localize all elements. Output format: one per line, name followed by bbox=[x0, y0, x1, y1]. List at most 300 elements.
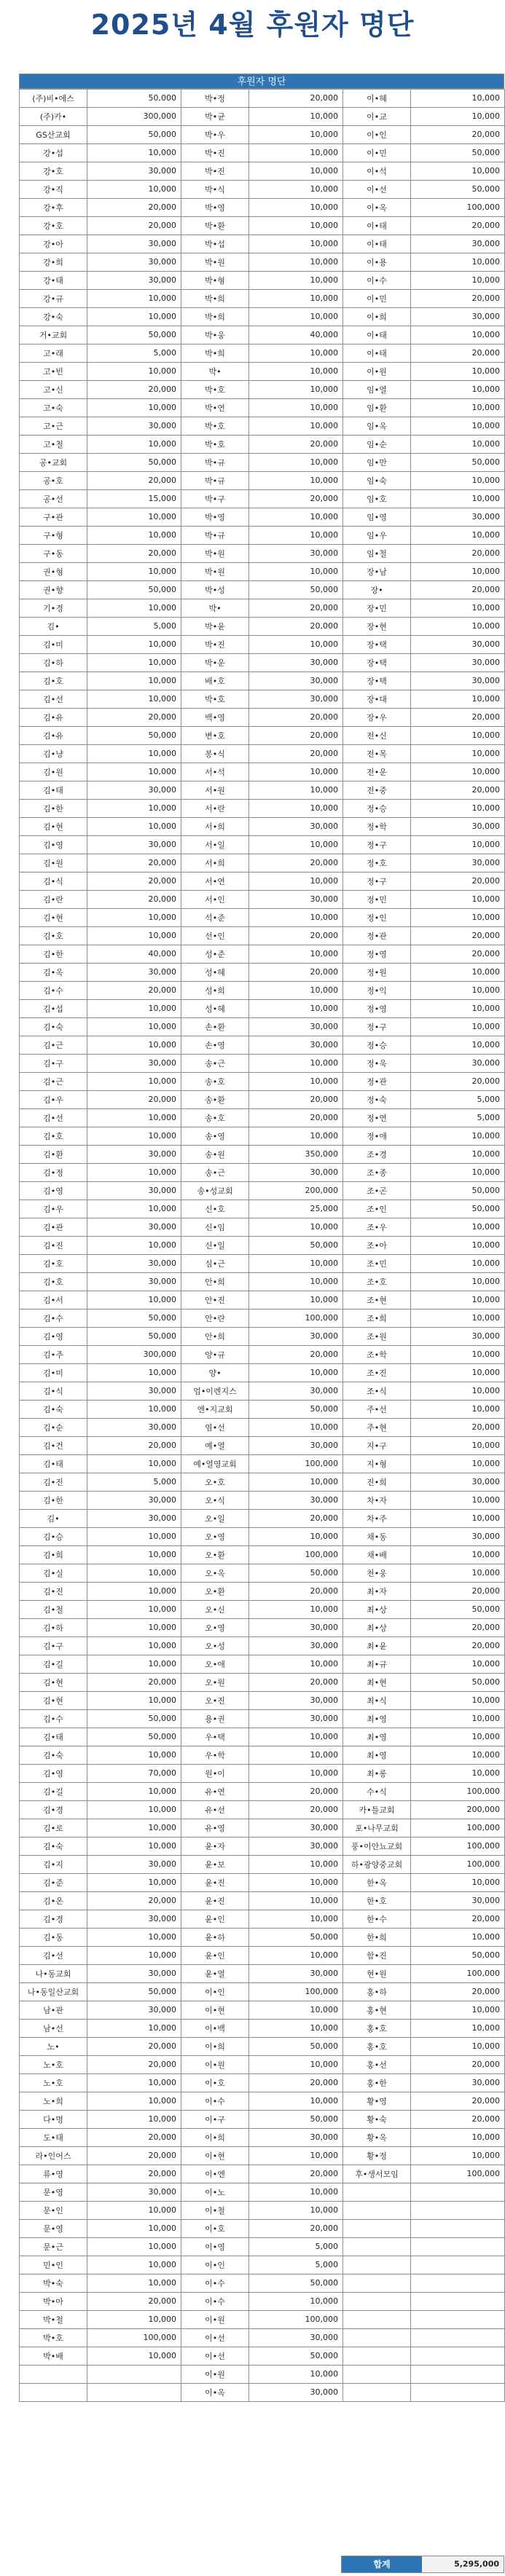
donor-name: 다•명 bbox=[20, 2110, 87, 2128]
donor-name: 정•승 bbox=[343, 1036, 411, 1054]
donor-name: 강•후 bbox=[20, 198, 87, 216]
donor-name: 황•숙 bbox=[343, 2110, 411, 2128]
donation-amount: 100,000 bbox=[249, 1454, 343, 1473]
table-row bbox=[20, 1855, 505, 1873]
donation-amount: 10,000 bbox=[87, 635, 181, 653]
donation-amount: 10,000 bbox=[87, 1600, 181, 1618]
donor-name: 전•목 bbox=[343, 744, 411, 763]
donor-name: 최•상 bbox=[343, 1600, 411, 1618]
donor-name: 이•노 bbox=[181, 2183, 249, 2201]
donation-amount: 10,000 bbox=[411, 362, 505, 380]
donation-amount: 50,000 bbox=[249, 580, 343, 599]
donation-amount: 30,000 bbox=[87, 253, 181, 271]
donor-name: 김•구 bbox=[20, 1636, 87, 1655]
donation-amount: 10,000 bbox=[411, 2146, 505, 2165]
donor-name: 정•영 bbox=[343, 999, 411, 1017]
donation-amount: 10,000 bbox=[411, 562, 505, 580]
table-row bbox=[20, 2019, 505, 2037]
donation-amount: 10,000 bbox=[411, 1400, 505, 1418]
donor-name: 한•옥 bbox=[343, 1873, 411, 1891]
donation-amount: 10,000 bbox=[411, 835, 505, 854]
donor-name: 김•태 bbox=[20, 1454, 87, 1473]
donation-amount: 30,000 bbox=[249, 671, 343, 690]
donor-name: 윤•보 bbox=[181, 1855, 249, 1873]
donor-name: 김•준 bbox=[20, 1873, 87, 1891]
donor-name bbox=[20, 2365, 87, 2383]
donation-amount: 10,000 bbox=[411, 107, 505, 125]
donation-amount: 30,000 bbox=[87, 1964, 181, 1982]
donation-amount: 10,000 bbox=[87, 908, 181, 926]
donation-amount: 30,000 bbox=[411, 671, 505, 690]
donor-name: 채•배 bbox=[343, 1545, 411, 1564]
donation-amount bbox=[411, 2292, 505, 2310]
table-row bbox=[20, 1345, 505, 1363]
donor-name: 박•호 bbox=[181, 690, 249, 708]
donation-amount: 10,000 bbox=[87, 1819, 181, 1837]
donation-amount: 10,000 bbox=[249, 417, 343, 435]
table-row bbox=[20, 763, 505, 781]
donor-name: 송•근 bbox=[181, 1054, 249, 1072]
donor-name: 고•숙 bbox=[20, 398, 87, 417]
donor-name bbox=[343, 2383, 411, 2401]
donor-name: 김•영 bbox=[20, 835, 87, 854]
donation-amount: 20,000 bbox=[87, 2055, 181, 2073]
table-row bbox=[20, 562, 505, 580]
donation-amount: 50,000 bbox=[87, 89, 181, 107]
table-row bbox=[20, 1873, 505, 1891]
table-row bbox=[20, 2328, 505, 2347]
donation-amount: 10,000 bbox=[411, 253, 505, 271]
donor-name: 송•호 bbox=[181, 1108, 249, 1127]
donor-name: 우•학 bbox=[181, 1746, 249, 1764]
donor-name: 김•서 bbox=[20, 1291, 87, 1309]
donor-name: 석•준 bbox=[181, 908, 249, 926]
donation-amount: 30,000 bbox=[249, 1036, 343, 1054]
donation-amount: 30,000 bbox=[87, 1910, 181, 1928]
donor-name: 김•수 bbox=[20, 1709, 87, 1728]
donor-name: 김•근 bbox=[20, 1072, 87, 1090]
donor-name: 이•수 bbox=[181, 2092, 249, 2110]
donation-amount: 10,000 bbox=[87, 817, 181, 835]
donation-amount: 10,000 bbox=[249, 344, 343, 362]
donor-name: 엄•이렌지스 bbox=[181, 1382, 249, 1400]
donor-name: 원•이 bbox=[181, 1764, 249, 1782]
donation-amount: 300,000 bbox=[87, 1345, 181, 1363]
donation-amount: 20,000 bbox=[249, 1090, 343, 1108]
donation-amount: 10,000 bbox=[411, 326, 505, 344]
donation-amount: 20,000 bbox=[249, 2165, 343, 2183]
donor-name: 구•동 bbox=[20, 544, 87, 562]
donation-amount: 20,000 bbox=[249, 1673, 343, 1691]
donation-amount: 30,000 bbox=[87, 1145, 181, 1163]
donor-name: 오•옥 bbox=[181, 1564, 249, 1582]
donation-amount: 10,000 bbox=[249, 362, 343, 380]
table-row bbox=[20, 1509, 505, 1527]
donor-name: 최•롱 bbox=[343, 1764, 411, 1782]
donor-name: 정•승 bbox=[343, 799, 411, 817]
donor-name bbox=[343, 2365, 411, 2383]
donor-name: 김•선 bbox=[20, 1108, 87, 1127]
donation-amount: 30,000 bbox=[249, 1163, 343, 1181]
donor-name: 박•희 bbox=[181, 307, 249, 326]
donor-name: 조•진 bbox=[343, 1363, 411, 1382]
donor-name: 이•태 bbox=[343, 344, 411, 362]
donor-name: 김•숙 bbox=[20, 1400, 87, 1418]
donor-name: 박•규 bbox=[181, 471, 249, 489]
table-row bbox=[20, 1527, 505, 1545]
total-label: 합계 bbox=[342, 2556, 422, 2572]
donor-name: 송•원 bbox=[181, 1145, 249, 1163]
donation-amount: 30,000 bbox=[411, 1527, 505, 1545]
donor-name: 이•엔 bbox=[181, 2165, 249, 2183]
donor-name: 안•진 bbox=[181, 1291, 249, 1309]
donation-amount: 30,000 bbox=[249, 653, 343, 671]
table-row bbox=[20, 872, 505, 890]
donor-name: 박•숙 bbox=[20, 2274, 87, 2292]
donor-name: 이•태 bbox=[343, 326, 411, 344]
table-row bbox=[20, 1618, 505, 1636]
donation-amount: 10,000 bbox=[249, 763, 343, 781]
donor-name: 조•우 bbox=[343, 1218, 411, 1236]
donor-name: 김•수 bbox=[20, 1309, 87, 1327]
donation-amount: 10,000 bbox=[87, 1236, 181, 1254]
donation-amount: 10,000 bbox=[249, 1873, 343, 1891]
donation-amount: 20,000 bbox=[249, 2073, 343, 2092]
donor-name: 정•숙 bbox=[343, 1090, 411, 1108]
donor-name: 류•영 bbox=[20, 2165, 87, 2183]
donor-name: 정•관 bbox=[343, 926, 411, 945]
donor-name: 김•원 bbox=[20, 854, 87, 872]
donation-amount: 10,000 bbox=[411, 1655, 505, 1673]
donor-name: 남•선 bbox=[20, 2019, 87, 2037]
table-row bbox=[20, 89, 505, 107]
donation-amount: 10,000 bbox=[87, 2073, 181, 2092]
donation-amount: 10,000 bbox=[249, 216, 343, 235]
donor-name: 김•냥 bbox=[20, 744, 87, 763]
donation-amount: 50,000 bbox=[249, 2347, 343, 2365]
donor-name: 강•호 bbox=[20, 162, 87, 180]
donation-amount: 10,000 bbox=[87, 1636, 181, 1655]
donation-amount: 10,000 bbox=[87, 1363, 181, 1382]
donation-amount: 5,000 bbox=[411, 1090, 505, 1108]
donation-amount: 30,000 bbox=[249, 1964, 343, 1982]
donation-amount: 10,000 bbox=[249, 107, 343, 125]
table-row bbox=[20, 398, 505, 417]
donor-name: 박•호 bbox=[20, 2328, 87, 2347]
donor-name: 김•관 bbox=[20, 1218, 87, 1236]
donation-amount: 10,000 bbox=[87, 1746, 181, 1764]
donor-name: 조•현 bbox=[343, 1291, 411, 1309]
donation-amount: 10,000 bbox=[249, 2019, 343, 2037]
donor-name: 공•교회 bbox=[20, 453, 87, 471]
table-row bbox=[20, 2383, 505, 2401]
donation-amount: 10,000 bbox=[87, 671, 181, 690]
donor-name: 김•영 bbox=[20, 1327, 87, 1345]
donation-amount: 10,000 bbox=[411, 1236, 505, 1254]
donor-name: 김•정 bbox=[20, 1163, 87, 1181]
donation-amount: 100,000 bbox=[411, 1964, 505, 1982]
table-row bbox=[20, 1363, 505, 1382]
donation-amount: 10,000 bbox=[411, 1436, 505, 1454]
donor-name: 임•철 bbox=[343, 544, 411, 562]
donation-amount: 20,000 bbox=[249, 435, 343, 453]
donor-name: 이•철 bbox=[181, 2201, 249, 2219]
donation-amount: 10,000 bbox=[411, 2001, 505, 2019]
donation-amount: 10,000 bbox=[87, 763, 181, 781]
donation-amount: 10,000 bbox=[411, 1728, 505, 1746]
donor-name: 김•영 bbox=[20, 1181, 87, 1200]
donation-amount: 10,000 bbox=[87, 926, 181, 945]
donor-name: 용•권 bbox=[181, 1709, 249, 1728]
donor-name: 김•영 bbox=[20, 1764, 87, 1782]
table-row bbox=[20, 143, 505, 162]
donor-name: 황•영 bbox=[343, 2092, 411, 2110]
donor-name: 강•숙 bbox=[20, 307, 87, 326]
donation-amount: 20,000 bbox=[411, 2092, 505, 2110]
donor-name: 봉•식 bbox=[181, 744, 249, 763]
donation-amount: 10,000 bbox=[411, 1491, 505, 1509]
table-row bbox=[20, 235, 505, 253]
donation-amount: 10,000 bbox=[249, 471, 343, 489]
donor-name: 송•환 bbox=[181, 1090, 249, 1108]
donation-amount: 30,000 bbox=[87, 1272, 181, 1291]
donation-amount: 20,000 bbox=[411, 2110, 505, 2128]
donor-name: 박•희 bbox=[181, 289, 249, 307]
donor-name: 이•호 bbox=[181, 2073, 249, 2092]
donation-amount: 20,000 bbox=[411, 1618, 505, 1636]
table-row bbox=[20, 1017, 505, 1036]
donation-amount: 10,000 bbox=[87, 1655, 181, 1673]
donation-amount: 20,000 bbox=[87, 708, 181, 726]
donor-name: 서•석 bbox=[181, 763, 249, 781]
donation-amount: 20,000 bbox=[411, 344, 505, 362]
donation-amount: 10,000 bbox=[249, 2365, 343, 2383]
donor-name: 김•현 bbox=[20, 1673, 87, 1691]
donation-amount: 20,000 bbox=[249, 926, 343, 945]
donation-amount: 10,000 bbox=[411, 417, 505, 435]
donor-name: 박•구 bbox=[181, 489, 249, 508]
donor-name: 김•식 bbox=[20, 1382, 87, 1400]
donor-name: 김•현 bbox=[20, 908, 87, 926]
table-row bbox=[20, 854, 505, 872]
donor-name: 김•주 bbox=[20, 1345, 87, 1363]
table-row bbox=[20, 417, 505, 435]
donation-amount: 30,000 bbox=[249, 1017, 343, 1036]
donation-amount: 30,000 bbox=[249, 2328, 343, 2347]
donation-amount: 20,000 bbox=[411, 1072, 505, 1090]
donor-name: 노• bbox=[20, 2037, 87, 2055]
donation-amount: 10,000 bbox=[249, 1764, 343, 1782]
donation-amount: 20,000 bbox=[87, 2165, 181, 2183]
donation-amount: 10,000 bbox=[249, 235, 343, 253]
donation-amount bbox=[411, 2256, 505, 2274]
donation-amount: 30,000 bbox=[249, 1691, 343, 1709]
donation-amount: 10,000 bbox=[411, 1382, 505, 1400]
donor-name: 김•선 bbox=[20, 1946, 87, 1964]
donation-amount: 15,000 bbox=[87, 489, 181, 508]
donation-amount: 25,000 bbox=[249, 1200, 343, 1218]
donor-name: 임•영 bbox=[343, 508, 411, 526]
donor-name: 강•직 bbox=[20, 180, 87, 198]
donation-amount: 20,000 bbox=[249, 963, 343, 981]
table-row bbox=[20, 2073, 505, 2092]
donor-name: 최•영 bbox=[343, 1709, 411, 1728]
donation-amount: 10,000 bbox=[87, 1946, 181, 1964]
donor-name: 박•원 bbox=[181, 544, 249, 562]
donor-name: 지•구 bbox=[343, 1436, 411, 1454]
donor-name: 오•호 bbox=[181, 1473, 249, 1491]
donor-name: 장•우 bbox=[343, 708, 411, 726]
table-row bbox=[20, 653, 505, 671]
table-row bbox=[20, 1636, 505, 1655]
donor-name: 김•호 bbox=[20, 926, 87, 945]
donation-amount: 10,000 bbox=[87, 362, 181, 380]
table-row bbox=[20, 2110, 505, 2128]
donation-amount: 20,000 bbox=[249, 1108, 343, 1127]
donation-amount: 30,000 bbox=[411, 1327, 505, 1345]
donation-amount: 10,000 bbox=[411, 1145, 505, 1163]
donation-amount: 20,000 bbox=[87, 1891, 181, 1910]
donation-amount: 10,000 bbox=[411, 89, 505, 107]
donor-name: 김•실 bbox=[20, 1564, 87, 1582]
donation-amount: 10,000 bbox=[249, 1473, 343, 1491]
table-row bbox=[20, 1691, 505, 1709]
donation-amount: 20,000 bbox=[249, 1345, 343, 1363]
donation-amount: 10,000 bbox=[411, 526, 505, 544]
donation-amount: 50,000 bbox=[87, 726, 181, 744]
donor-name: 이•민 bbox=[343, 143, 411, 162]
donation-amount: 50,000 bbox=[87, 1309, 181, 1327]
table-row bbox=[20, 1910, 505, 1928]
donor-name: 이•수 bbox=[343, 271, 411, 289]
donor-name: 노•희 bbox=[20, 2092, 87, 2110]
donor-name: 박•원 bbox=[181, 253, 249, 271]
donor-name: 김•한 bbox=[20, 945, 87, 963]
donation-amount: 10,000 bbox=[411, 744, 505, 763]
donor-name: 이•용 bbox=[343, 253, 411, 271]
table-row bbox=[20, 1946, 505, 1964]
donor-name: 임•환 bbox=[343, 398, 411, 417]
donor-name bbox=[343, 2256, 411, 2274]
donation-amount: 10,000 bbox=[411, 1017, 505, 1036]
donation-amount: 20,000 bbox=[249, 854, 343, 872]
donation-amount bbox=[411, 2219, 505, 2237]
donation-amount: 20,000 bbox=[87, 2128, 181, 2146]
donation-amount: 30,000 bbox=[249, 1382, 343, 1400]
donation-amount: 40,000 bbox=[249, 326, 343, 344]
table-row bbox=[20, 2092, 505, 2110]
donor-name: 정•구 bbox=[343, 1017, 411, 1036]
table-row bbox=[20, 1181, 505, 1200]
donation-amount: 20,000 bbox=[87, 872, 181, 890]
donation-amount: 20,000 bbox=[411, 580, 505, 599]
donor-name: 윤•인 bbox=[181, 1946, 249, 1964]
table-row bbox=[20, 1819, 505, 1837]
page-title: 2025년 4월 후원자 명단 bbox=[90, 9, 415, 41]
donation-amount: 30,000 bbox=[411, 307, 505, 326]
donation-amount: 20,000 bbox=[87, 2292, 181, 2310]
donation-amount: 100,000 bbox=[411, 1819, 505, 1837]
donation-amount bbox=[411, 2347, 505, 2365]
donation-amount: 10,000 bbox=[411, 617, 505, 635]
donation-amount: 10,000 bbox=[411, 2037, 505, 2055]
donor-name: 김•호 bbox=[20, 1254, 87, 1272]
donor-name: 박•원 bbox=[181, 562, 249, 580]
donor-name: 이•인 bbox=[343, 125, 411, 143]
donation-amount: 10,000 bbox=[87, 307, 181, 326]
donor-name: 양• bbox=[181, 1363, 249, 1382]
table-row bbox=[20, 1291, 505, 1309]
donation-amount: 10,000 bbox=[87, 1691, 181, 1709]
donation-amount: 30,000 bbox=[249, 2383, 343, 2401]
donor-name: 이•현 bbox=[181, 2001, 249, 2019]
donation-amount: 10,000 bbox=[411, 1564, 505, 1582]
donor-name: 정•인 bbox=[343, 908, 411, 926]
donor-name: 박•영 bbox=[181, 198, 249, 216]
donation-amount: 10,000 bbox=[249, 1418, 343, 1436]
donation-amount: 20,000 bbox=[249, 1782, 343, 1800]
donor-name: 안•희 bbox=[181, 1272, 249, 1291]
donor-name: 조•종 bbox=[343, 1163, 411, 1181]
donor-name bbox=[343, 2310, 411, 2328]
donation-amount: 10,000 bbox=[411, 981, 505, 999]
donor-name: 거•교회 bbox=[20, 326, 87, 344]
donation-amount: 10,000 bbox=[411, 1873, 505, 1891]
donor-name: 유•선 bbox=[181, 1800, 249, 1819]
table-row bbox=[20, 1746, 505, 1764]
donor-name: 박•운 bbox=[181, 653, 249, 671]
donor-name bbox=[343, 2201, 411, 2219]
donation-amount: 50,000 bbox=[249, 2274, 343, 2292]
table-row bbox=[20, 380, 505, 398]
donor-name: 손•환 bbox=[181, 1017, 249, 1036]
donation-amount: 30,000 bbox=[249, 1436, 343, 1454]
donation-amount: 50,000 bbox=[411, 180, 505, 198]
table-row bbox=[20, 2219, 505, 2237]
donation-amount: 30,000 bbox=[411, 817, 505, 835]
table-row bbox=[20, 180, 505, 198]
donation-amount: 50,000 bbox=[249, 1564, 343, 1582]
donation-amount: 10,000 bbox=[411, 1163, 505, 1181]
donation-amount: 20,000 bbox=[411, 781, 505, 799]
donation-amount: 20,000 bbox=[87, 1673, 181, 1691]
donor-name: 김• bbox=[20, 617, 87, 635]
table-row bbox=[20, 2055, 505, 2073]
donor-name: 김•호 bbox=[20, 1272, 87, 1291]
donation-amount: 10,000 bbox=[249, 908, 343, 926]
donation-amount: 30,000 bbox=[411, 1473, 505, 1491]
table-row bbox=[20, 1127, 505, 1145]
donation-amount: 10,000 bbox=[87, 180, 181, 198]
donor-name: 김•희 bbox=[20, 1545, 87, 1564]
donation-amount: 10,000 bbox=[87, 508, 181, 526]
donation-amount: 50,000 bbox=[249, 1236, 343, 1254]
donor-name: 임•열 bbox=[343, 380, 411, 398]
donation-amount: 10,000 bbox=[249, 1363, 343, 1382]
donation-amount: 20,000 bbox=[87, 2037, 181, 2055]
donor-name: 채•동 bbox=[343, 1527, 411, 1545]
donation-amount: 20,000 bbox=[411, 544, 505, 562]
table-row bbox=[20, 2201, 505, 2219]
donation-amount: 30,000 bbox=[411, 235, 505, 253]
donor-name: 이•석 bbox=[343, 162, 411, 180]
donation-amount: 10,000 bbox=[249, 635, 343, 653]
donor-name: 박•성 bbox=[181, 580, 249, 599]
donation-amount: 5,000 bbox=[411, 1108, 505, 1127]
donation-amount: 70,000 bbox=[87, 1764, 181, 1782]
donation-amount: 10,000 bbox=[411, 1272, 505, 1291]
donor-name: 김•우 bbox=[20, 1090, 87, 1108]
